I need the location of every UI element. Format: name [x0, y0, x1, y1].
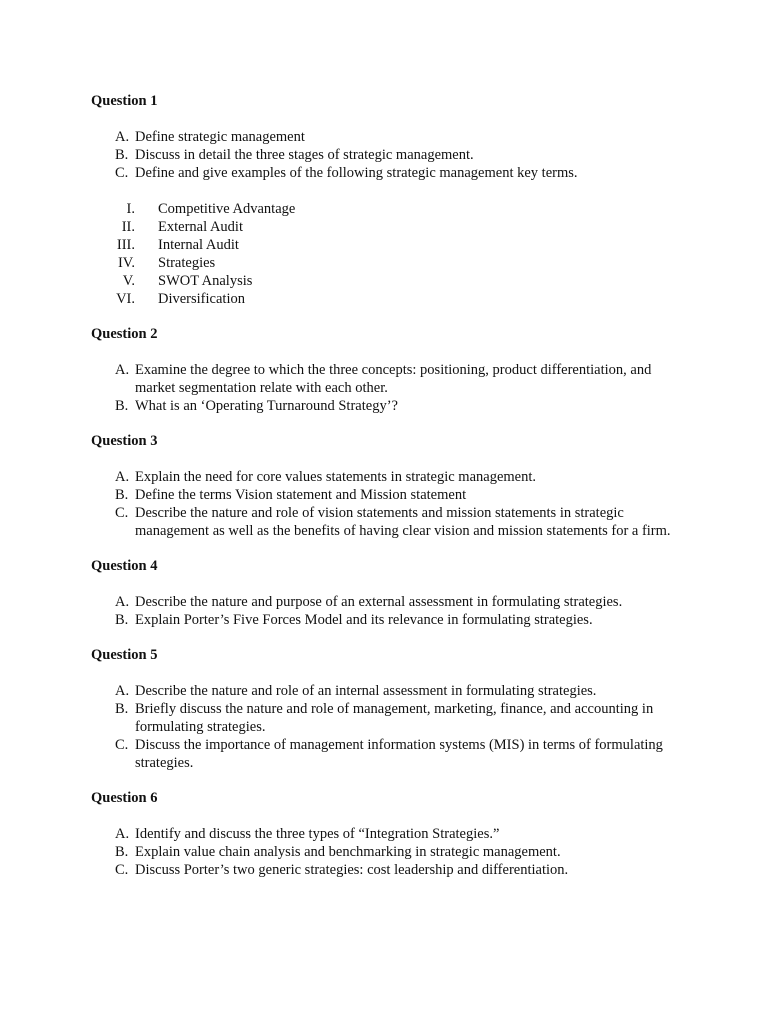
roman-marker: II. [121, 219, 135, 235]
question-5 [91, 646, 688, 772]
sub-list-item [91, 254, 688, 272]
item-text: Describe the nature and purpose of an external assessment in formulating strategies. [135, 594, 623, 610]
sub-list-item [91, 218, 688, 236]
item-marker: C. [115, 505, 129, 521]
item-marker: B. [115, 147, 129, 163]
list-item [91, 164, 688, 182]
item-text: Define strategic management [135, 129, 305, 145]
sub-list-item [91, 290, 688, 308]
item-marker: A. [115, 683, 130, 699]
question-2 [91, 325, 688, 415]
question-items [91, 361, 688, 415]
list-item [91, 593, 688, 611]
roman-marker: VI. [116, 291, 135, 307]
question-title: Question 3 [91, 433, 158, 449]
roman-marker: I. [126, 201, 135, 217]
list-item [91, 825, 688, 843]
list-item [91, 486, 688, 504]
item-marker: A. [115, 469, 130, 485]
item-text: Describe the nature and role of vision statements and mission statements in strategic management as well as the benefits of having clear vision and mission statements for a firm. [135, 505, 671, 539]
item-marker: B. [115, 612, 129, 628]
item-text: Define and give examples of the following strategic management key terms. [135, 165, 578, 181]
question-items [91, 682, 688, 772]
item-marker: C. [115, 737, 129, 753]
item-text: Briefly discuss the nature and role of management, marketing, finance, and accounting in formulating strategies. [135, 701, 654, 735]
question-4 [91, 557, 688, 629]
item-marker: B. [115, 398, 129, 414]
question-title: Question 1 [91, 93, 158, 109]
roman-marker: IV. [117, 255, 135, 271]
item-text: Discuss the importance of management information systems (MIS) in terms of formulating strategies. [135, 737, 663, 771]
sub-item-text: External Audit [158, 219, 243, 235]
question-1 [91, 92, 688, 308]
roman-marker: V. [122, 273, 135, 289]
question-title: Question 2 [91, 326, 158, 342]
item-text: What is an ‘Operating Turnaround Strategy’? [135, 398, 398, 414]
item-text: Explain the need for core values statements in strategic management. [135, 469, 537, 485]
list-item [91, 504, 688, 540]
question-title: Question 5 [91, 647, 158, 663]
list-item [91, 736, 688, 772]
question-items [91, 593, 688, 629]
item-marker: A. [115, 129, 130, 145]
list-item [91, 468, 688, 486]
sub-item-text: Strategies [158, 255, 216, 271]
sub-item-text: Internal Audit [158, 237, 239, 253]
list-item [91, 361, 688, 397]
sub-list-item [91, 272, 688, 290]
item-text: Explain value chain analysis and benchmarking in strategic management. [135, 844, 561, 860]
item-marker: B. [115, 487, 129, 503]
item-text: Define the terms Vision statement and Mission statement [135, 487, 467, 503]
sub-item-text: Diversification [158, 291, 245, 307]
item-marker: A. [115, 826, 130, 842]
roman-marker: III. [116, 237, 135, 253]
item-marker: C. [115, 862, 129, 878]
list-item [91, 146, 688, 164]
item-marker: B. [115, 844, 129, 860]
question-items [91, 825, 688, 879]
item-text: Explain Porter’s Five Forces Model and its relevance in formulating strategies. [135, 612, 593, 628]
item-marker: B. [115, 701, 129, 717]
sub-item-text: Competitive Advantage [158, 201, 296, 217]
question-6 [91, 789, 688, 879]
item-text: Describe the nature and role of an internal assessment in formulating strategies. [135, 683, 597, 699]
question-items [91, 468, 688, 540]
sub-item-text: SWOT Analysis [158, 273, 253, 289]
list-item [91, 843, 688, 861]
list-item [91, 611, 688, 629]
list-item [91, 682, 688, 700]
key-terms-list [91, 200, 688, 308]
item-text: Identify and discuss the three types of “Integration Strategies.” [135, 826, 500, 842]
question-items [91, 128, 688, 182]
question-title: Question 6 [91, 790, 158, 806]
item-text: Discuss Porter’s two generic strategies: cost leadership and differentiation. [135, 862, 569, 878]
sub-list-item [91, 200, 688, 218]
item-text: Discuss in detail the three stages of strategic management. [135, 147, 474, 163]
list-item [91, 861, 688, 879]
question-title: Question 4 [91, 558, 158, 574]
sub-list-item [91, 236, 688, 254]
item-text: Examine the degree to which the three concepts: positioning, product differentiation, and market segmentation relate with each other. [135, 362, 652, 396]
list-item [91, 700, 688, 736]
question-3 [91, 432, 688, 540]
item-marker: A. [115, 594, 130, 610]
item-marker: C. [115, 165, 129, 181]
list-item [91, 397, 688, 415]
list-item [91, 128, 688, 146]
item-marker: A. [115, 362, 130, 378]
